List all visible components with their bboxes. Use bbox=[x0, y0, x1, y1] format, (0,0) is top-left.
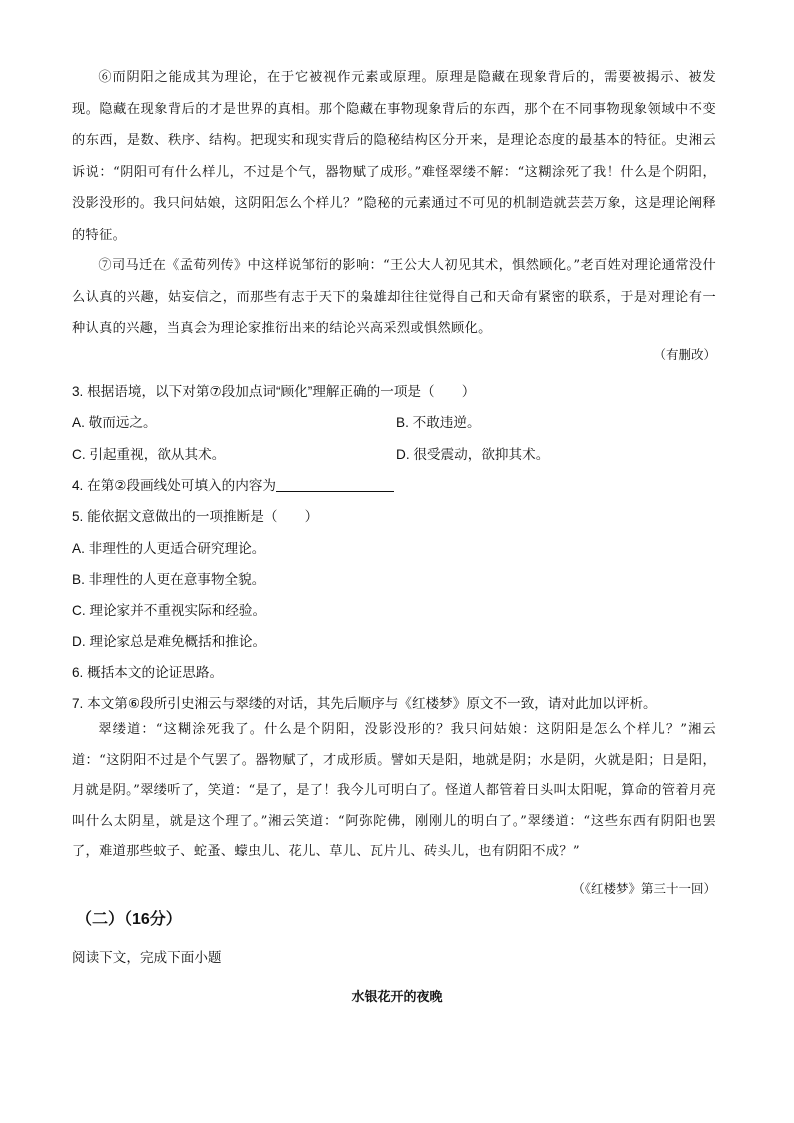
question-7: 7. 本文第⑥段所引史湘云与翠缕的对话，其先后顺序与《红楼梦》原文不一致，请对此加以评析。 bbox=[72, 696, 657, 711]
reading-instruction: 阅读下文，完成下面小题 bbox=[72, 950, 222, 965]
paragraph-6: ⑥而阴阳之能成其为理论，在于它被视作元素或原理。原理是隐藏在现象背后的，需要被揭示、被发现。隐藏在现象背后的才是世界的真相。那个隐藏在事物现象背后的东西，那个在不同事物现象领域中不变的东西，是数、秩序、结构。把现实和现实背后的隐秘结构区分开来，是理论态度的最基本的特征。史湘云诉说：“阴阳可有什么样儿，不过是个气，器物赋了成形。”难怪翠缕不解：“这糊涂死了我！什么是个阴阳，没影没形的。我只问姑娘，这阴阳怎么个样儿？”隐秘的元素通过不可见的机制造就芸芸万象，这是理论阐释的特征。 bbox=[72, 70, 716, 243]
question-6: 6. 概括本文的论证思路。 bbox=[72, 665, 224, 680]
question-4-text: 4. 在第②段画线处可填入的内容为 bbox=[72, 478, 277, 493]
q3-option-d: D. 很受震动，欲抑其术。 bbox=[396, 447, 550, 462]
excerpt-passage: 翠缕道：“这糊涂死我了。什么是个阴阳，没影没形的？我只问姑娘：这阴阳是怎么个样儿？”湘云道：“这阴阳不过是个气罢了。器物赋了，才成形质。譬如天是阳，地就是阴；水是阴，火就是阳；日是阳，月就是阴。”翠缕听了，笑道：“是了，是了！我今儿可明白了。怪道人都管着日头叫太阳呢，算命的管着月亮叫什么太阴星，就是这个理了。”湘云笑道：“阿弥陀佛，刚刚儿的明白了。”翠缕道：“这些东西有阴阳也罢了，难道那些蚊子、蛇蚤、蠓虫儿、花儿、草儿、瓦片儿、砖头儿，也有阴阳不成？” bbox=[72, 722, 716, 859]
q3-option-a: A. 敬而远之。 bbox=[72, 415, 157, 430]
q5-option-b: B. 非理性的人更在意事物全貌。 bbox=[72, 572, 266, 587]
question-4 bbox=[72, 474, 394, 494]
paragraph-7: ⑦司马迁在《孟荀列传》中这样说邹衍的影响：“王公大人初见其术，惧然顾化。”老百姓对理论通常没什么认真的兴趣，姑妄信之，而那些有志于天下的枭雄却往往觉得自己和天命有紧密的联系，于是对理论有一种认真的兴趣，当真会为理论家推衍出来的结论兴高采烈或惧然顾化。 bbox=[72, 258, 716, 336]
q3-option-c: C. 引起重视，欲从其术。 bbox=[72, 447, 226, 462]
question-5: 5. 能依据文意做出的一项推断是（ ） bbox=[72, 509, 319, 524]
q3-option-b: B. 不敢违逆。 bbox=[396, 415, 481, 430]
source-note: （有删改） bbox=[653, 347, 716, 362]
answer-blank[interactable] bbox=[276, 477, 394, 492]
excerpt-source: （《红楼梦》第三十一回） bbox=[572, 881, 716, 896]
q5-option-c: C. 理论家并不重视实际和经验。 bbox=[72, 603, 267, 618]
article-title: 水银花开的夜晚 bbox=[351, 990, 443, 1005]
section-heading: （二）（16分） bbox=[76, 911, 182, 928]
q5-option-d: D. 理论家总是难免概括和推论。 bbox=[72, 634, 267, 649]
question-3: 3. 根据语境，以下对第⑦段加点词“顾化”理解正确的一项是（ ） bbox=[72, 384, 476, 399]
q5-option-a: A. 非理性的人更适合研究理论。 bbox=[72, 541, 266, 556]
